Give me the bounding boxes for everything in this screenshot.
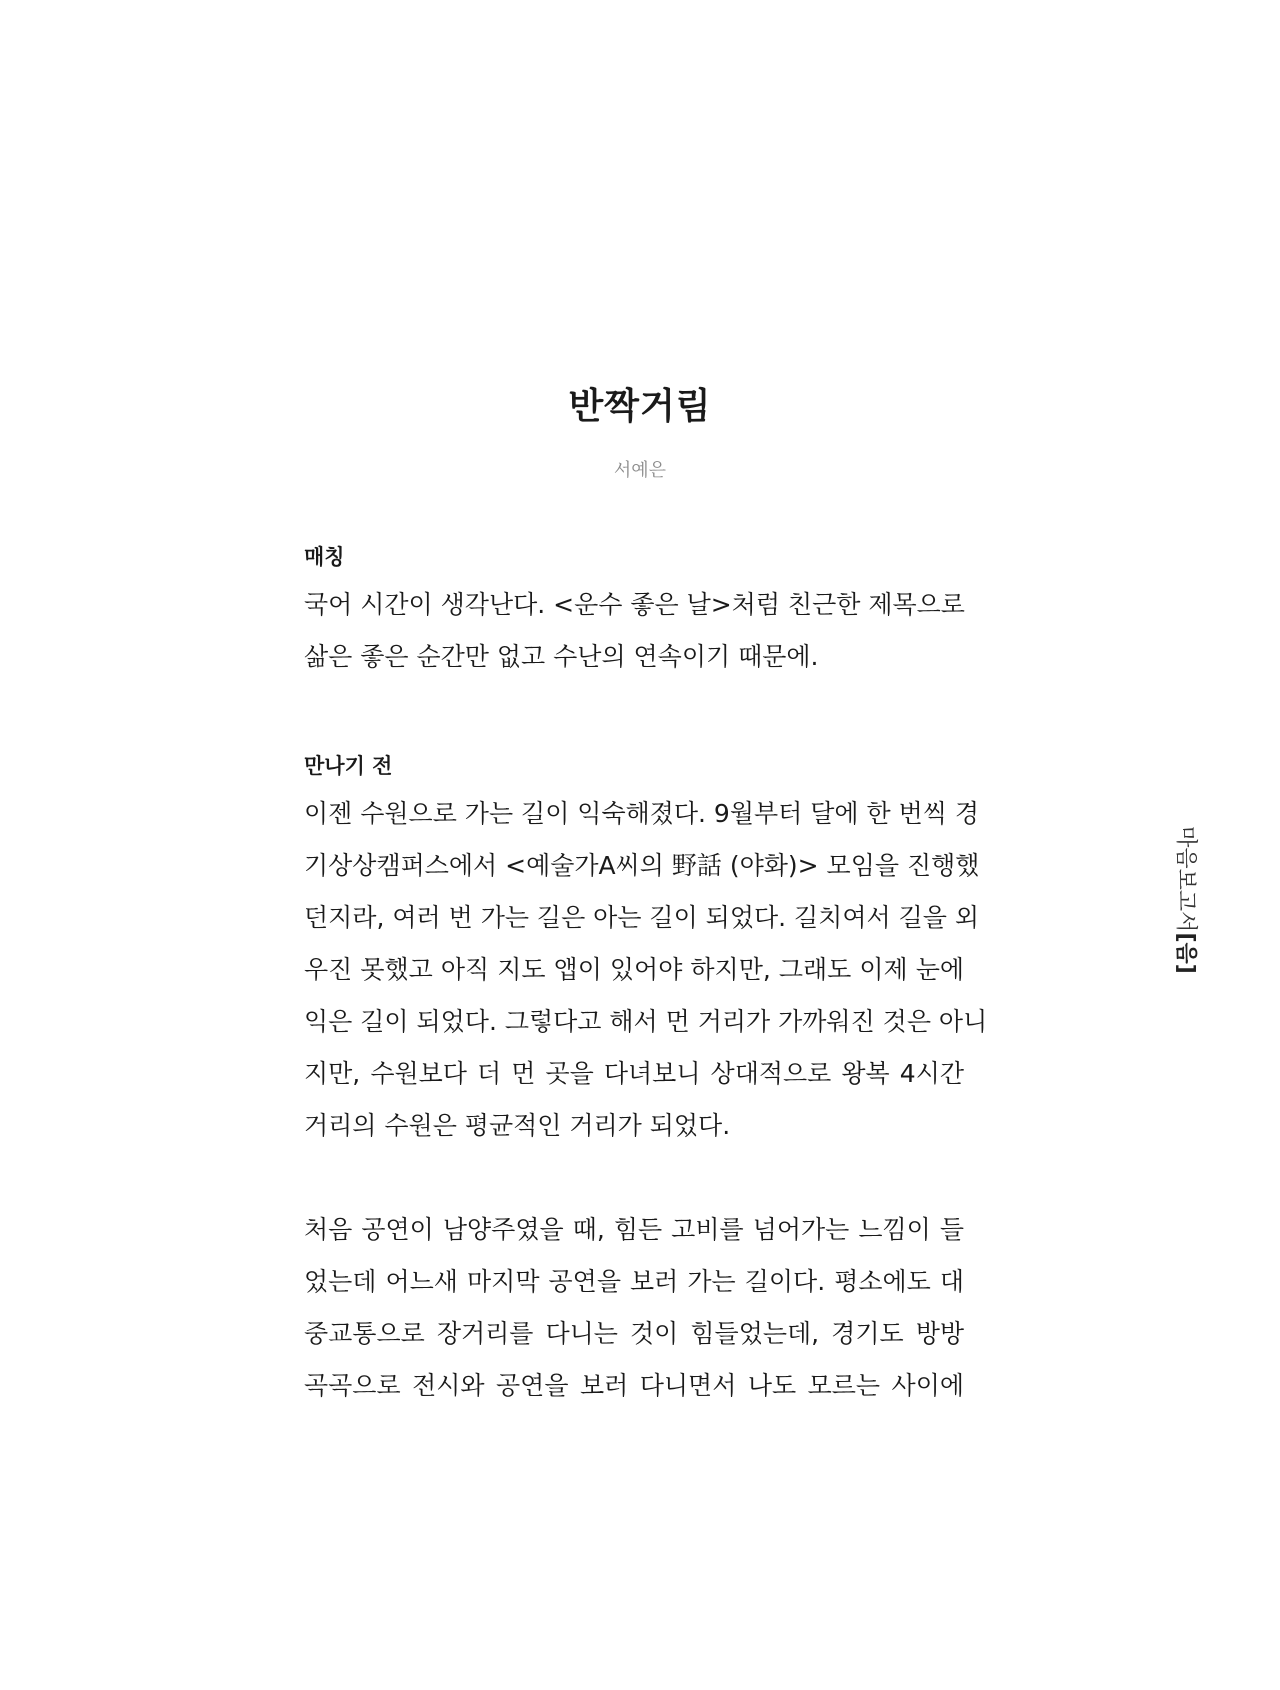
body-line: 었는데 어느새 마지막 공연을 보러 가는 길이다. 평소에도 대 <box>304 1267 964 1296</box>
body-line: 국어 시간이 생각난다. <운수 좋은 날>처럼 친근한 제목으로 <box>304 590 965 619</box>
section-heading: 매칭 <box>304 545 345 569</box>
page-title: 반짝거림 <box>568 386 712 427</box>
section-before-meeting <box>304 746 988 1412</box>
section-heading: 만나기 전 <box>304 754 393 778</box>
side-section-label <box>1170 825 1200 975</box>
paragraph <box>304 788 988 1152</box>
body-line: 곡곡으로 전시와 공연을 보러 다니면서 나도 모르는 사이에 <box>304 1371 964 1400</box>
body-line: 기상상캠퍼스에서 <예술가A씨의 野話 (야화)> 모임을 진행했 <box>304 851 980 880</box>
section-matching <box>304 537 964 683</box>
body-line: 거리의 수원은 평균적인 거리가 되었다. <box>304 1111 731 1140</box>
body-line: 지만, 수원보다 더 먼 곳을 다녀보니 상대적으로 왕복 4시간 <box>304 1059 964 1088</box>
body-line: 익은 길이 되었다. 그렇다고 해서 먼 거리가 가까워진 것은 아니 <box>304 1007 988 1036</box>
body-line: 처음 공연이 남양주였을 때, 힘든 고비를 넘어가는 느낌이 들 <box>304 1215 964 1244</box>
body-line: 삶은 좋은 순간만 없고 수난의 연속이기 때문에. <box>304 642 819 671</box>
side-label-text: 마음보고서 <box>1173 826 1198 933</box>
side-label-bracket: [음] <box>1173 932 1198 974</box>
paragraph <box>304 1204 964 1412</box>
body-line: 던지라, 여러 번 가는 길은 아는 길이 되었다. 길치여서 길을 외 <box>304 903 979 932</box>
body-line: 우진 못했고 아직 지도 앱이 있어야 하지만, 그래도 이제 눈에 <box>304 955 964 984</box>
body-line: 중교통으로 장거리를 다니는 것이 힘들었는데, 경기도 방방 <box>304 1319 964 1348</box>
body-line: 이젠 수원으로 가는 길이 익숙해졌다. 9월부터 달에 한 번씩 경 <box>304 799 979 828</box>
author-name: 서예은 <box>613 460 667 481</box>
